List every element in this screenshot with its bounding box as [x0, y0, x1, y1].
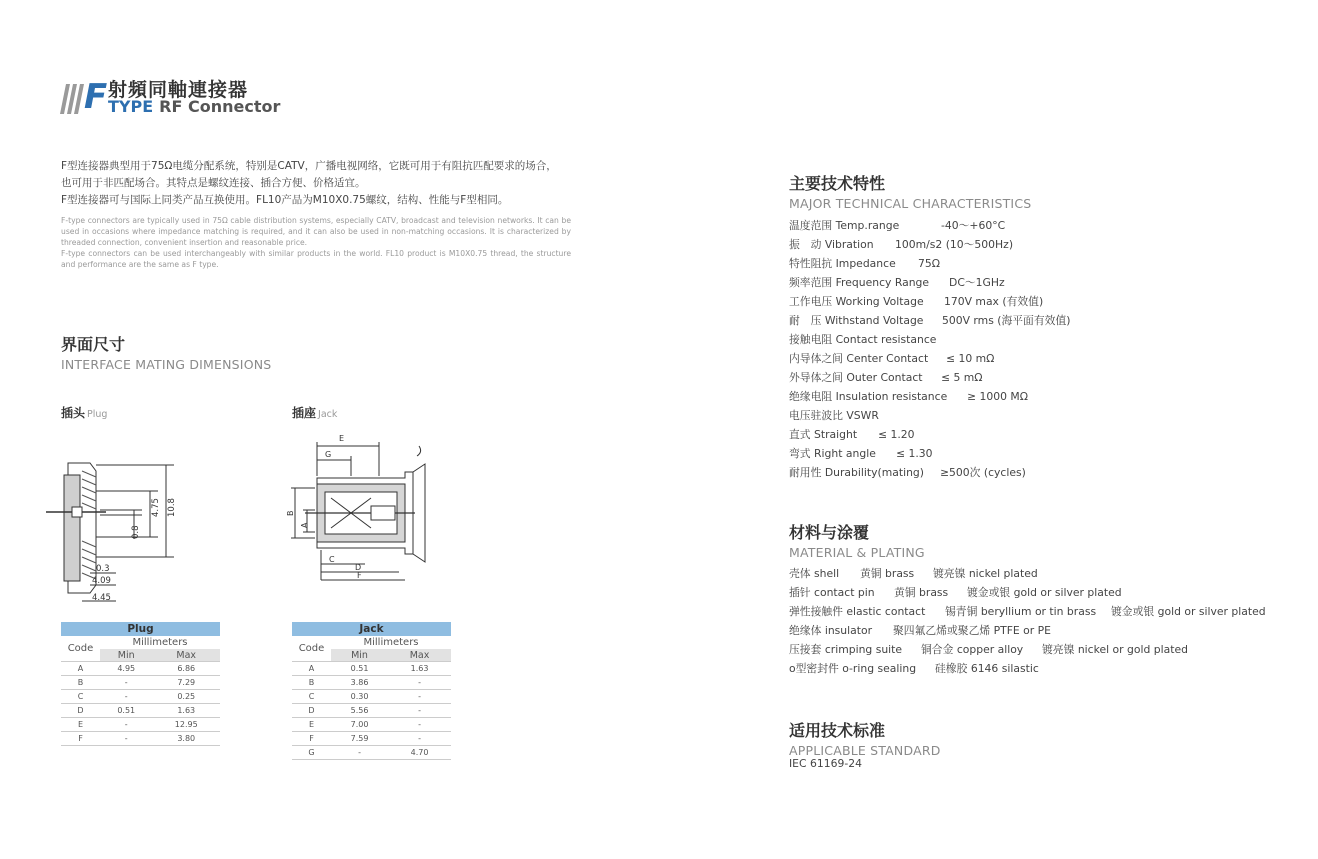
jack-table-max-header: Max — [388, 649, 451, 662]
table-row — [292, 690, 451, 704]
spec-label: 耐 压 Withstand Voltage — [789, 314, 924, 327]
spec-value: 100m/s2 (10～500Hz) — [895, 238, 1014, 251]
cell-min: 4.95 — [100, 662, 152, 676]
material-material: 黄铜 brass — [860, 567, 915, 580]
spec-row — [789, 330, 1070, 349]
material-part: 壳体 shell — [789, 567, 840, 580]
intro-en-paragraph: F-type connectors can be used interchangeably with similar products in the world. FL10 product is M10X0.75 thread, the structure and performance are the same as F type. — [61, 249, 571, 269]
intro-english — [61, 215, 571, 270]
cell-min: 0.30 — [331, 690, 388, 704]
material-row — [789, 621, 1266, 640]
jack-dim-e: E — [339, 434, 345, 443]
plug-table-max-header: Max — [152, 649, 220, 662]
spec-label: 工作电压 Working Voltage — [789, 295, 924, 308]
spec-value: ≤ 10 mΩ — [946, 352, 995, 365]
spec-row — [789, 292, 1070, 311]
plug-dim-10-8: 10.8 — [167, 498, 177, 517]
jack-table-code-header: Code — [292, 636, 331, 662]
plug-drawing — [46, 455, 186, 605]
title-type-word: TYPE — [108, 97, 154, 116]
spec-row — [789, 235, 1070, 254]
material-material: 聚四氟乙烯或聚乙烯 PTFE or PE — [893, 624, 1051, 637]
spec-label: 振 动 Vibration — [789, 238, 874, 251]
spec-row — [789, 254, 1070, 273]
logo-stripes-icon — [60, 84, 86, 114]
cell-code: D — [292, 704, 331, 718]
cell-max: 0.25 — [152, 690, 220, 704]
table-row — [61, 690, 220, 704]
cell-code: A — [292, 662, 331, 676]
cell-max: - — [388, 718, 451, 732]
spec-label: 耐用性 Durability(mating) — [789, 466, 924, 479]
cell-min: 7.59 — [331, 732, 388, 746]
table-row — [61, 662, 220, 676]
plug-table-caption: Plug — [61, 622, 220, 636]
spec-value: ≤ 1.30 — [896, 447, 933, 460]
spec-row — [789, 387, 1070, 406]
page-title-cn: 射頻同軸連接器 — [108, 79, 249, 101]
interface-heading — [61, 332, 271, 372]
section-title-en: APPLICABLE STANDARD — [789, 743, 941, 758]
material-heading — [789, 520, 925, 560]
cell-max: - — [388, 676, 451, 690]
spec-label: 温度范围 Temp.range — [789, 219, 900, 232]
table-row — [292, 704, 451, 718]
plug-dim-4-75: 4.75 — [151, 498, 161, 517]
spec-label: 外导体之间 Outer Contact — [789, 371, 923, 384]
cell-max: 3.80 — [152, 732, 220, 746]
plug-label — [61, 404, 107, 421]
section-title-cn: 主要技术特性 — [789, 174, 886, 193]
intro-cn-line: F型连接器可与国际上同类产品互换使用。FL10产品为M10X0.75螺纹，结构、性能与F型相同。 — [61, 194, 509, 206]
material-row — [789, 583, 1266, 602]
spec-value: ≥500次 (cycles) — [940, 466, 1026, 479]
spec-row — [789, 273, 1070, 292]
material-material: 锡青铜 beryllium or tin brass — [945, 605, 1097, 618]
jack-dim-a: A — [300, 522, 309, 528]
jack-table-caption: Jack — [292, 622, 451, 636]
spec-value: ≤ 1.20 — [878, 428, 915, 441]
cell-max: 1.63 — [388, 662, 451, 676]
jack-label-en: Jack — [318, 409, 338, 420]
jack-drawing — [285, 432, 435, 584]
spec-value: -40～+60°C — [941, 219, 1006, 232]
spec-label: 接触电阻 Contact resistance — [789, 333, 937, 346]
cell-code: F — [292, 732, 331, 746]
material-material: 黄铜 brass — [894, 586, 949, 599]
intro-en-paragraph: F-type connectors are typically used in 75Ω cable distribution systems, especially CATV, broadcast and television networks. It can be used in occasions where impedance matching is required, and it can also be used in non-matching occasions. It is characterized by threaded connection, convenient insertion and reasonable price. — [61, 216, 571, 247]
cell-min: - — [100, 732, 152, 746]
jack-dim-c: C — [329, 555, 335, 564]
material-row — [789, 640, 1266, 659]
spec-value: 500V rms (海平面有效值) — [942, 314, 1071, 327]
spec-value: 75Ω — [918, 257, 940, 270]
cell-min: - — [100, 718, 152, 732]
jack-dim-d: D — [355, 563, 362, 572]
cell-code: D — [61, 704, 100, 718]
section-title-en: INTERFACE MATING DIMENSIONS — [61, 357, 272, 372]
cell-min: - — [100, 690, 152, 704]
spec-label: 频率范围 Frequency Range — [789, 276, 930, 289]
table-row — [61, 718, 220, 732]
jack-dim-g: G — [325, 450, 332, 459]
jack-dim-f: F — [357, 571, 362, 580]
table-row — [61, 732, 220, 746]
plug-table-code-header: Code — [61, 636, 100, 662]
cell-min: - — [100, 676, 152, 690]
intro-cn-line: 也可用于非匹配场合。其特点是螺纹连接、插合方便、价格适宜。 — [61, 177, 366, 189]
type-letter-logo: F — [84, 77, 108, 117]
table-row — [292, 746, 451, 760]
plug-dim-4-45: 4.45 — [92, 593, 111, 603]
intro-cn-line: F型连接器典型用于75Ω电缆分配系统，特别是CATV，广播电视网络，它既可用于有阻抗匹配要求的场合， — [61, 160, 557, 172]
material-row — [789, 602, 1266, 621]
plug-table-min-header: Min — [100, 649, 152, 662]
plug-label-en: Plug — [87, 409, 108, 420]
technical-list — [789, 216, 1070, 482]
material-material: 硅橡胶 6146 silastic — [935, 662, 1039, 675]
cell-max: - — [388, 690, 451, 704]
table-row — [292, 676, 451, 690]
spec-label: 内导体之间 Center Contact — [789, 352, 929, 365]
cell-code: B — [292, 676, 331, 690]
cell-min: 3.86 — [331, 676, 388, 690]
material-plating: 镀金或银 gold or silver plated — [967, 586, 1122, 599]
section-title-cn: 材料与涂覆 — [789, 523, 870, 542]
cell-max: 7.29 — [152, 676, 220, 690]
jack-label — [292, 404, 337, 421]
table-row — [292, 662, 451, 676]
spec-value: ≤ 5 mΩ — [941, 371, 983, 384]
cell-max: 1.63 — [152, 704, 220, 718]
title-rf-connector: RF Connector — [159, 97, 281, 116]
jack-table-mm-header: Millimeters — [363, 637, 419, 648]
technical-heading — [789, 171, 1031, 211]
cell-code: F — [61, 732, 100, 746]
material-plating: 镀亮镍 nickel or gold plated — [1042, 643, 1188, 656]
material-row — [789, 659, 1266, 678]
cell-min: 0.51 — [331, 662, 388, 676]
material-part: 绝缘体 insulator — [789, 624, 873, 637]
material-plating: 镀金或银 gold or silver plated — [1111, 605, 1266, 618]
spec-row — [789, 368, 1070, 387]
table-row — [292, 718, 451, 732]
jack-dimension-table — [292, 622, 451, 760]
table-row — [61, 704, 220, 718]
section-title-en: MAJOR TECHNICAL CHARACTERISTICS — [789, 196, 1032, 211]
standard-value: IEC 61169-24 — [789, 757, 862, 770]
spec-row — [789, 444, 1070, 463]
standard-heading — [789, 718, 941, 758]
spec-row — [789, 216, 1070, 235]
plug-label-cn: 插头 — [61, 406, 86, 420]
section-title-cn: 界面尺寸 — [61, 335, 126, 354]
spec-label: 弯式 Right angle — [789, 447, 876, 460]
cell-code: C — [292, 690, 331, 704]
cell-max: 4.70 — [388, 746, 451, 760]
cell-min: 5.56 — [331, 704, 388, 718]
intro-chinese — [61, 158, 571, 209]
material-material: 铜合金 copper alloy — [921, 643, 1024, 656]
section-title-en: MATERIAL & PLATING — [789, 545, 925, 560]
material-part: o型密封件 o-ring sealing — [789, 662, 917, 675]
cell-max: 6.86 — [152, 662, 220, 676]
plug-dim-0-8: 0.8 — [131, 525, 141, 539]
section-title-cn: 适用技术标准 — [789, 721, 886, 740]
spec-value: DC～1GHz — [949, 276, 1005, 289]
table-row — [61, 676, 220, 690]
spec-value: 170V max (有效值) — [944, 295, 1044, 308]
jack-dim-b: B — [286, 510, 295, 516]
spec-label: 特性阻抗 Impedance — [789, 257, 896, 270]
material-part: 插针 contact pin — [789, 586, 875, 599]
spec-row — [789, 425, 1070, 444]
jack-table-min-header: Min — [331, 649, 388, 662]
cell-code: C — [61, 690, 100, 704]
cell-code: B — [61, 676, 100, 690]
plug-table-mm-header: Millimeters — [132, 637, 188, 648]
cell-code: E — [61, 718, 100, 732]
material-list — [789, 564, 1266, 678]
cell-max: 12.95 — [152, 718, 220, 732]
spec-row — [789, 349, 1070, 368]
table-row — [292, 732, 451, 746]
cell-min: 7.00 — [331, 718, 388, 732]
spec-label: 直式 Straight — [789, 428, 858, 441]
plug-dim-0-3: 0.3 — [96, 564, 110, 574]
spec-label: 电压驻波比 VSWR — [789, 409, 879, 422]
spec-row — [789, 463, 1070, 482]
plug-dim-4-09: 4.09 — [92, 576, 111, 586]
cell-max: - — [388, 704, 451, 718]
cell-code: E — [292, 718, 331, 732]
material-plating: 镀亮镍 nickel plated — [933, 567, 1038, 580]
cell-min: 0.51 — [100, 704, 152, 718]
cell-min: - — [331, 746, 388, 760]
plug-dimension-table — [61, 622, 220, 746]
material-row — [789, 564, 1266, 583]
cell-code: A — [61, 662, 100, 676]
cell-max: - — [388, 732, 451, 746]
material-part: 压接套 crimping suite — [789, 643, 903, 656]
spec-value: ≥ 1000 MΩ — [967, 390, 1028, 403]
spec-row — [789, 406, 1070, 425]
jack-label-cn: 插座 — [292, 406, 317, 420]
spec-row — [789, 311, 1070, 330]
material-part: 弹性接触件 elastic contact — [789, 605, 926, 618]
page-title-en — [108, 97, 280, 116]
spec-label: 绝缘电阻 Insulation resistance — [789, 390, 948, 403]
cell-code: G — [292, 746, 331, 760]
